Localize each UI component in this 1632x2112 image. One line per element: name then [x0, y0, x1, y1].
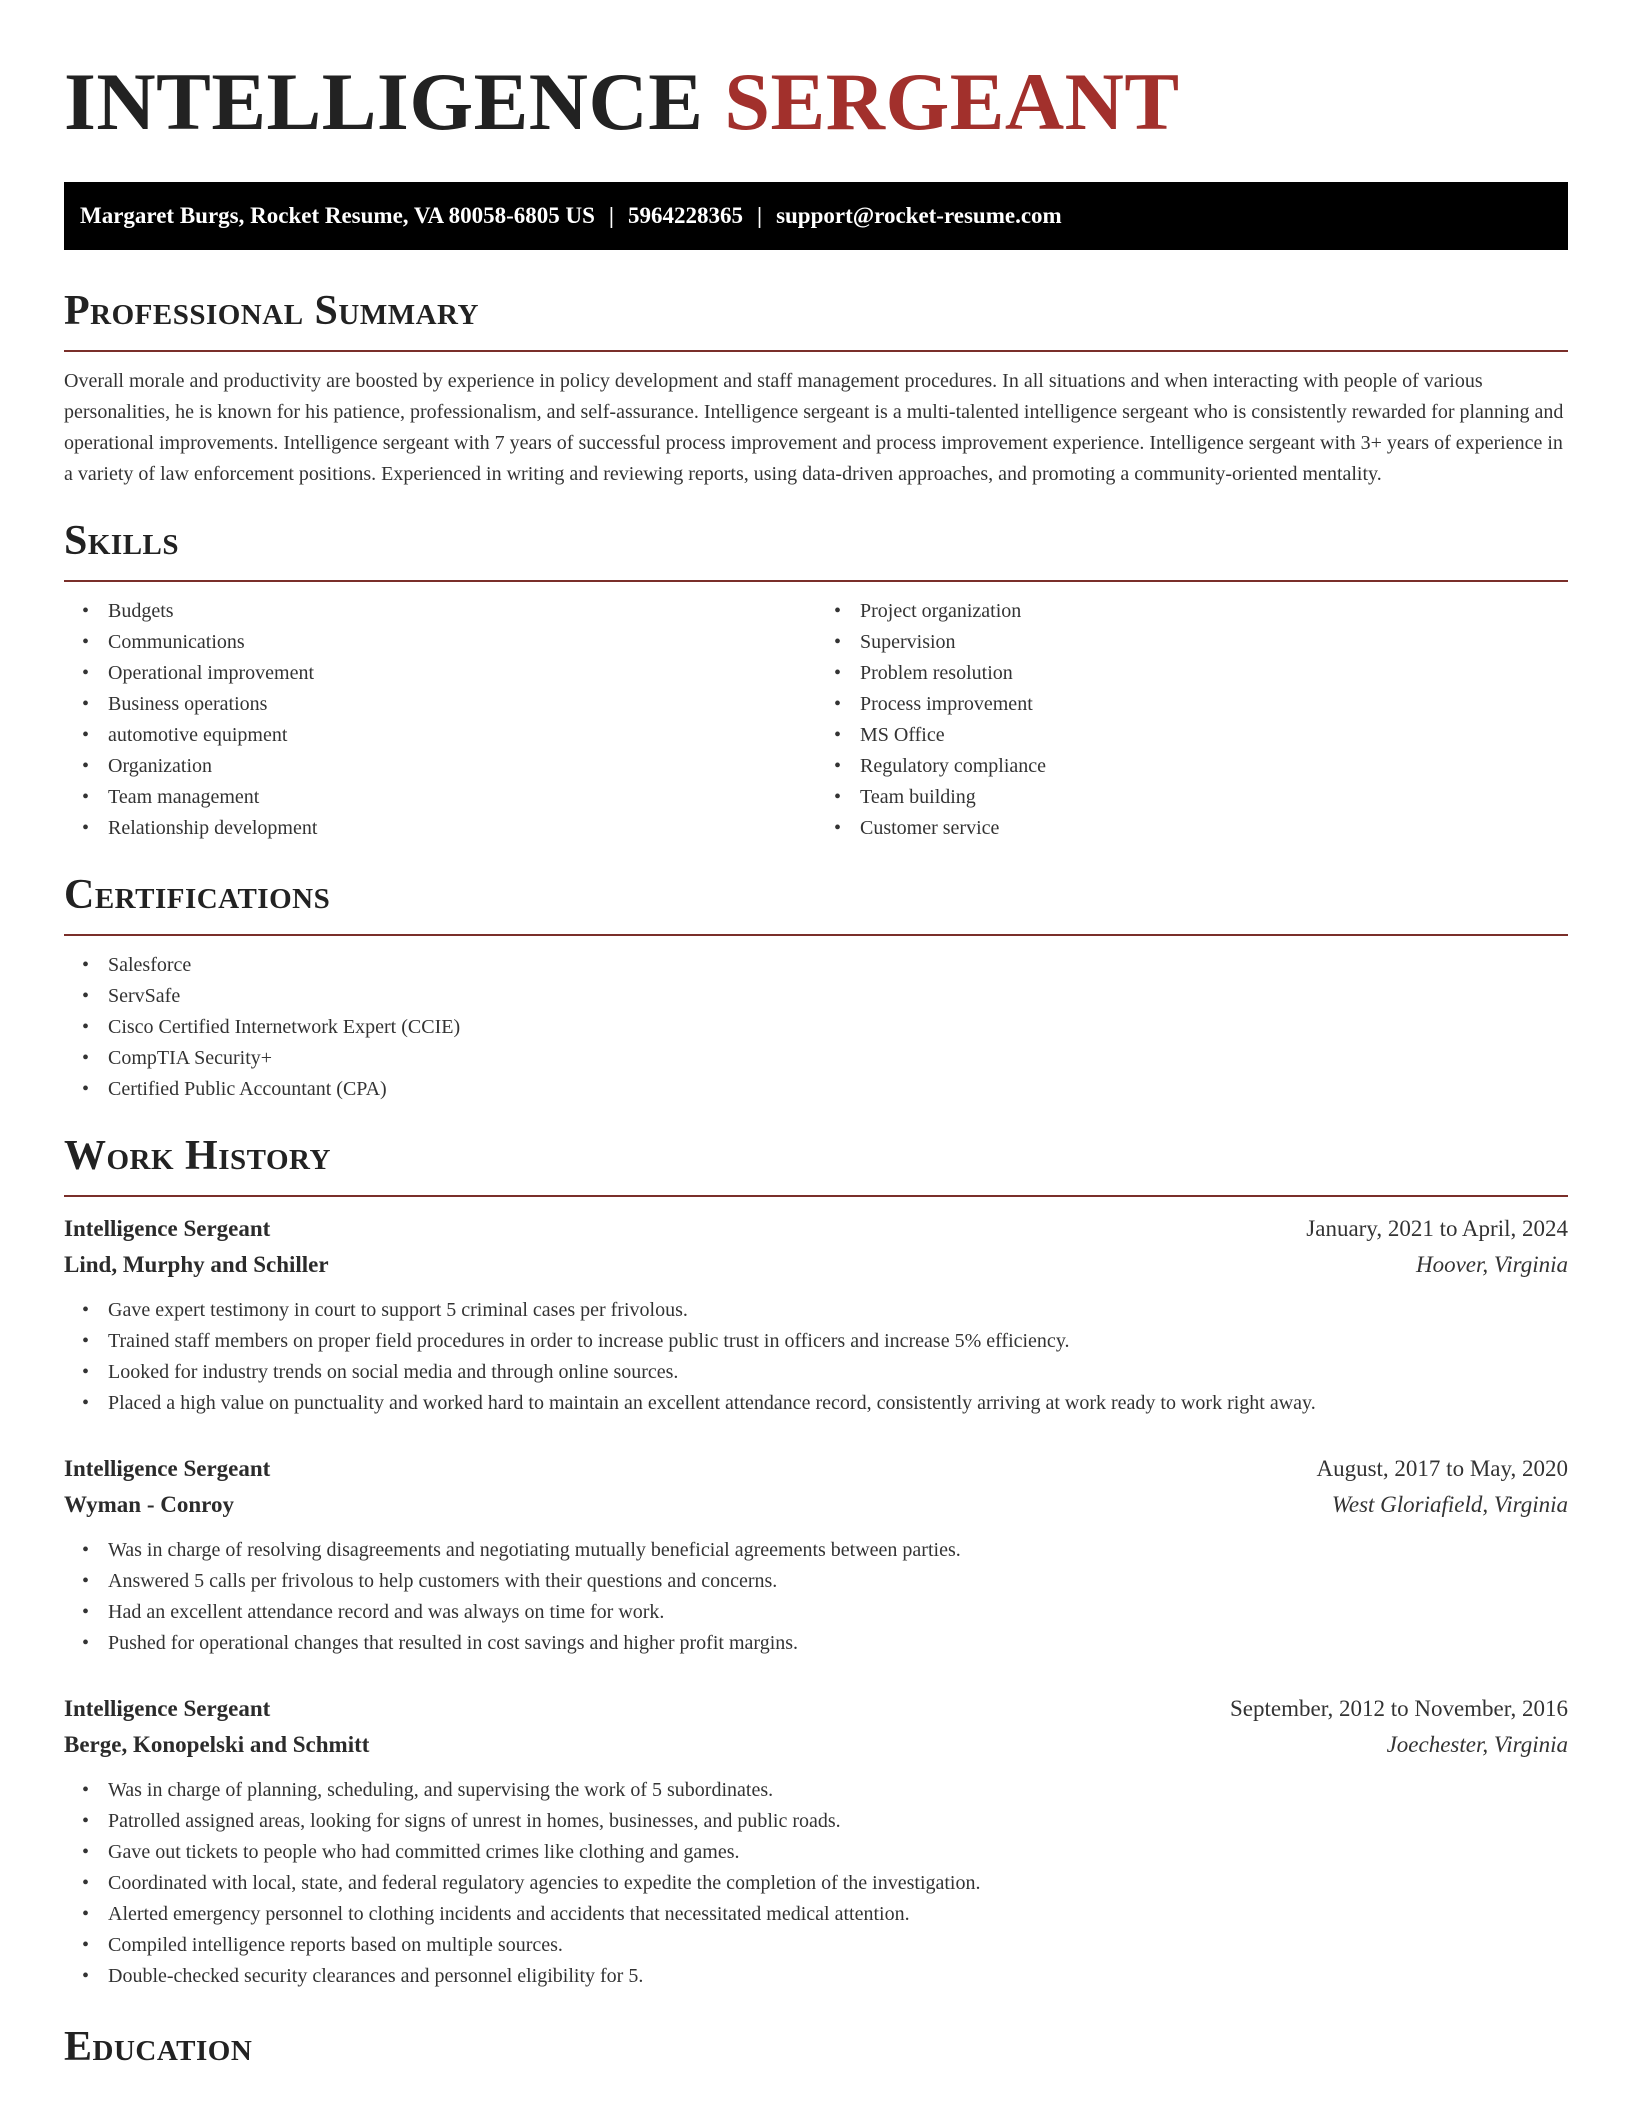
summary-heading: Professional Summary [64, 288, 479, 334]
job-header-row [64, 1451, 1568, 1487]
skill-item: • Budgets [108, 596, 816, 627]
job-company: Lind, Murphy and Schiller [64, 1252, 329, 1277]
skill-item: • Process improvement [860, 689, 1568, 720]
job-location: West Gloriafield, Virginia [1331, 1492, 1568, 1517]
certifications-heading: Certifications [64, 872, 331, 918]
job-bullet: • Answered 5 calls per frivolous to help customers with their questions and concerns. [108, 1566, 1568, 1597]
job-bullet: • Coordinated with local, state, and federal regulatory agencies to expedite the completion of the investigation. [108, 1868, 1568, 1899]
contact-email: support@rocket-resume.com [776, 203, 1062, 228]
skills-section [64, 518, 1568, 844]
job-dates: September, 2012 to November, 2016 [1230, 1696, 1568, 1721]
job-bullet: • Was in charge of planning, scheduling, and supervising the work of 5 subordinates. [108, 1775, 1568, 1806]
job-bullet: • Compiled intelligence reports based on multiple sources. [108, 1930, 1568, 1961]
job-bullet: • Had an excellent attendance record and was always on time for work. [108, 1597, 1568, 1628]
job-bullet: • Trained staff members on proper field procedures in order to increase public trust in officers and increase 5% efficiency. [108, 1326, 1568, 1357]
skills-list-right [816, 596, 1568, 844]
job-entry [64, 1211, 1568, 1419]
section-divider [64, 350, 1568, 352]
contact-separator: | [756, 203, 763, 228]
work-history-section [64, 1133, 1568, 1992]
job-entry [64, 1451, 1568, 1659]
skill-item: • automotive equipment [108, 720, 816, 751]
skill-item: • Business operations [108, 689, 816, 720]
job-bullets [64, 1775, 1568, 1992]
job-location: Joechester, Virginia [1386, 1732, 1568, 1757]
skills-list-left [64, 596, 816, 844]
skills-heading: Skills [64, 518, 180, 564]
skill-item: • Supervision [860, 627, 1568, 658]
certification-item: • Salesforce [108, 950, 1568, 981]
skill-item: • Operational improvement [108, 658, 816, 689]
skill-item: • Customer service [860, 813, 1568, 844]
skill-item: • Regulatory compliance [860, 751, 1568, 782]
certifications-section [64, 872, 1568, 1105]
job-bullet: • Pushed for operational changes that resulted in cost savings and higher profit margins. [108, 1628, 1568, 1659]
job-bullet: • Looked for industry trends on social media and through online sources. [108, 1357, 1568, 1388]
jobs-list [64, 1211, 1568, 1992]
skill-item: • Problem resolution [860, 658, 1568, 689]
title-second-word: SERGEANT [724, 56, 1180, 147]
skill-item: • Organization [108, 751, 816, 782]
certification-item: • ServSafe [108, 981, 1568, 1012]
certification-item: • Certified Public Accountant (CPA) [108, 1074, 1568, 1105]
job-entry [64, 1691, 1568, 1992]
job-header-row [64, 1691, 1568, 1727]
job-bullet: • Patrolled assigned areas, looking for signs of unrest in homes, businesses, and public roads. [108, 1806, 1568, 1837]
skill-item: • MS Office [860, 720, 1568, 751]
job-bullet: • Gave expert testimony in court to support 5 criminal cases per frivolous. [108, 1295, 1568, 1326]
certifications-list [64, 950, 1568, 1105]
summary-section [64, 288, 1568, 490]
skill-item: • Team building [860, 782, 1568, 813]
skills-grid [64, 596, 1568, 844]
section-divider [64, 934, 1568, 936]
job-header-row [64, 1211, 1568, 1247]
education-section [64, 2024, 1568, 2070]
job-title: Intelligence Sergeant [64, 1456, 271, 1481]
job-company: Berge, Konopelski and Schmitt [64, 1732, 370, 1757]
job-title: Intelligence Sergeant [64, 1696, 271, 1721]
work-history-heading: Work History [64, 1133, 331, 1179]
skill-item: • Project organization [860, 596, 1568, 627]
job-company-row [64, 1727, 1568, 1763]
contact-bar [64, 182, 1568, 250]
job-dates: August, 2017 to May, 2020 [1316, 1456, 1568, 1481]
job-bullets [64, 1295, 1568, 1419]
contact-separator: | [608, 203, 614, 228]
certification-item: • CompTIA Security+ [108, 1043, 1568, 1074]
job-company-row [64, 1247, 1568, 1283]
contact-phone: 5964228365 [627, 203, 743, 228]
certification-item: • Cisco Certified Internetwork Expert (CCIE) [108, 1012, 1568, 1043]
summary-text: Overall morale and productivity are boosted by experience in policy development and staff management procedures. In all situations and when interacting with people of various personalities, he is known for his patience, professionalism, and self-assurance. Intelligence sergeant is a multi-talented intelligence sergeant who is consistently rewarded for planning and operational improvements. Intelligence sergeant with 7 years of successful process improvement and process improvement experience. Intelligence sergeant with 3+ years of experience in a variety of law enforcement positions. Experienced in writing and reviewing reports, using data-driven approaches, and promoting a community-oriented mentality. [64, 370, 1564, 485]
resume-title [64, 0, 1568, 148]
job-bullet: • Gave out tickets to people who had committed crimes like clothing and games. [108, 1837, 1568, 1868]
job-dates: January, 2021 to April, 2024 [1306, 1216, 1568, 1241]
job-bullet: • Placed a high value on punctuality and worked hard to maintain an excellent attendance record, consistently arriving at work ready to work right away. [108, 1388, 1568, 1419]
job-bullet: • Was in charge of resolving disagreements and negotiating mutually beneficial agreements between parties. [108, 1535, 1568, 1566]
job-company-row [64, 1487, 1568, 1523]
job-bullets [64, 1535, 1568, 1659]
section-divider [64, 1195, 1568, 1197]
title-first-word: INTELLIGENCE [64, 56, 704, 147]
section-divider [64, 580, 1568, 582]
job-bullet: • Double-checked security clearances and personnel eligibility for 5. [108, 1961, 1568, 1992]
job-bullet: • Alerted emergency personnel to clothing incidents and accidents that necessitated medical attention. [108, 1899, 1568, 1930]
skill-item: • Team management [108, 782, 816, 813]
job-location: Hoover, Virginia [1415, 1252, 1568, 1277]
contact-address: Margaret Burgs, Rocket Resume, VA 80058-6805 US [80, 203, 595, 228]
skill-item: • Communications [108, 627, 816, 658]
job-title: Intelligence Sergeant [64, 1216, 271, 1241]
skill-item: • Relationship development [108, 813, 816, 844]
job-company: Wyman - Conroy [64, 1492, 234, 1517]
education-heading: Education [64, 2024, 253, 2070]
